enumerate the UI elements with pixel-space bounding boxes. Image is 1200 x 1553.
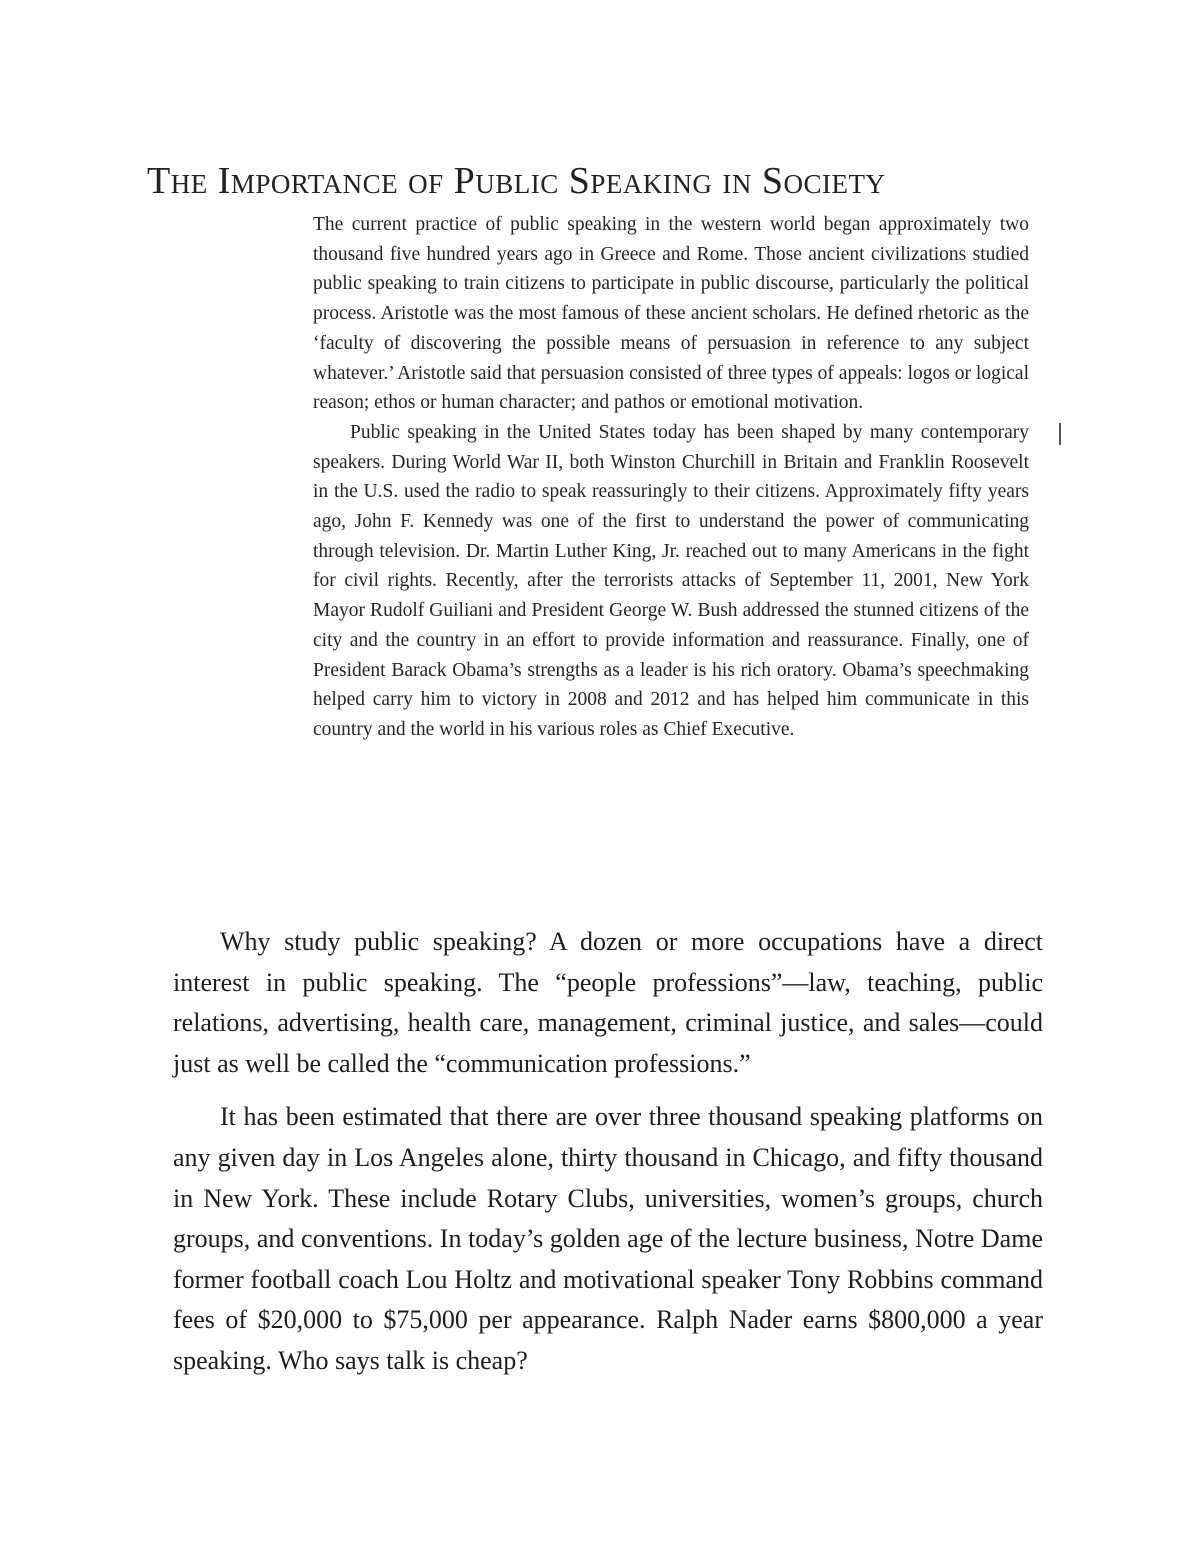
quote-paragraph-aristotle: The current practice of public speaking in the western world began approximately two thousand five hundred years ago in Greece and Rome. Those ancient civilizations studied public speaking to train citizens to participate in public discourse, particularly the political process. Aristotle was the most famous of these ancient scholars. He defined rhetoric as the ‘faculty of discovering the possible means of persuasion in reference to any subject whatever.’ Aristotle said that persuasion consisted of three types of appeals: logos or logical reason; ethos or human character; and pathos or emotional motivation. — [313, 214, 1029, 414]
block-quote — [313, 210, 1029, 745]
body-text — [173, 922, 1043, 1382]
section-heading: The Importance of Public Speaking in Society — [147, 160, 886, 202]
quote-paragraph-us-speakers: Public speaking in the United States today has been shaped by many contemporary speakers. During World War II, both Winston Churchill in Britain and Franklin Roosevelt in the U.S. used the radio to speak reassuringly to their citizens. Approximately fifty years ago, John F. Kennedy was one of the first to understand the power of communicating through television. Dr. Martin Luther King, Jr. reached out to many Americans in the fight for civil rights. Recently, after the terrorists attacks of September 11, 2001, New York Mayor Rudolf Guiliani and President George W. Bush addressed the stunned citizens of the city and the country in an effort to provide information and reassurance. Finally, one of President Barack Obama’s strengths as a leader is his rich oratory. Obama’s speechmaking helped carry him to victory in 2008 and 2012 and has helped him communicate in this country and the world in his various roles as Chief Executive. — [313, 421, 1029, 740]
body-paragraph-speaking-platforms: It has been estimated that there are over three thousand speaking platforms on any given day in Los Angeles alone, thirty thousand in Chicago, and fifty thousand in New York. These include Rotary Clubs, universities, women’s groups, church groups, and conventions. In today’s golden age of the lecture business, Notre Dame former football coach Lou Holtz and motivational speaker Tony Robbins command fees of $20,000 to $75,000 per appearance. Ralph Nader earns $800,000 a year speaking. Who says talk is cheap? — [173, 1102, 1043, 1375]
margin-mark — [1059, 423, 1061, 445]
body-paragraph-why-study: Why study public speaking? A dozen or more occupations have a direct interest in public speaking. The “people professions”—law, teaching, public relations, advertising, health care, management, criminal justice, and sales—could just as well be called the “communication professions.” — [173, 927, 1043, 1078]
